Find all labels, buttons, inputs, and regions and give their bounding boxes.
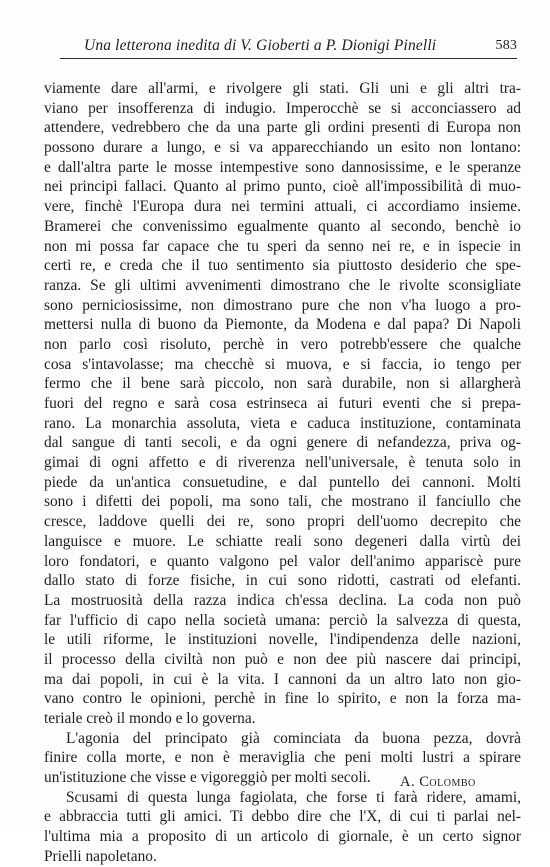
text-line: far l'ufficio di capo nella società umana: perciò la salvezza di questa, — [44, 611, 521, 629]
text-line: e abbraccia tutti gli amici. Ti debbo dire che l'X, di cui ti parlai nel- — [44, 808, 521, 826]
text-line: L'agonia del principato già cominciata da buona pezza, dovrà — [66, 729, 521, 747]
page-number: 583 — [495, 38, 517, 53]
running-head — [60, 36, 517, 59]
text-line: La mostruosità della razza indica ch'essa declina. La coda non può — [44, 591, 521, 609]
text-line: Prielli napoletano. — [44, 847, 157, 865]
text-line: fuori del regno e sarà cosa estrinseca ai futuri eventi che si prepa- — [44, 395, 521, 412]
text-line: ranza. Se gli ultimi avvenimenti dimostrano che le rivolte sconsigliate — [44, 276, 521, 294]
signature-surname: Colombo — [419, 774, 476, 790]
text-line: certi re, e creda che il tuo sentimento sia piuttosto desiderio che spe- — [44, 257, 521, 275]
text-line: il processo della civiltà non può e non dee più nascere dai principi, — [44, 650, 521, 668]
text-line: Bramerei che convenissimo egualmente quanto al secondo, benchè io — [44, 217, 521, 235]
text-line: vano contro le opinioni, perchè in fine lo spirito, e non la forza ma- — [44, 690, 521, 708]
text-line: dal sangue di tanti secoli, e da ogni genere di nefandezza, priva og- — [44, 434, 521, 452]
text-line: non parlo così risoluto, perchè in vero potrebb'essere che qualche — [44, 335, 521, 353]
text-line: vere, finchè l'Europa dura nei termini attuali, ci accordiamo insieme. — [44, 198, 521, 216]
text-line: gimai di ogni affetto e di riverenza nell'universale, è tenuta solo in — [44, 454, 521, 472]
text-line: teriale creò il mondo e lo governa. — [44, 710, 256, 727]
text-line: non mi possa far capace che tu speri da senno nei re, e in ispecie in — [44, 237, 521, 255]
text-line: sono i difetti dei popoli, ma sono tali, che mostrano il fanciullo che — [44, 493, 521, 511]
text-line: languisce e muore. Le schiatte reali sono degeneri dalla virtù dei — [44, 532, 521, 550]
text-line: cresce, laddove quelli dei re, sono propri dell'uomo decrepito che — [44, 513, 521, 531]
text-line: e dall'altra parte le mosse intempestive sono dannosissime, e le speranze — [44, 158, 521, 176]
text-line: rano. La monarchia assoluta, vieta e caduca instituzione, contaminata — [44, 414, 521, 432]
text-line: un'istituzione che visse e vigoreggiò per molti secoli. — [44, 769, 371, 787]
text-line: l'ultima mia a proposito di un articolo di giornale, è un certo signor — [44, 828, 521, 846]
text-line: nei principi fallaci. Quanto al primo punto, cioè all'impossibilità di muo- — [44, 178, 521, 196]
text-line: fermo che il bene sarà piccolo, non sarà durabile, non si allargherà — [44, 375, 521, 393]
signature — [400, 774, 476, 791]
running-head-title: Una letterona inedita di V. Gioberti a P. Dionigi Pinelli — [84, 37, 437, 54]
text-line: piede da un'antica consuetudine, e dal puntello dei cannoni. Molti — [44, 473, 521, 491]
text-line: possono durare a lungo, e si va apparecchiando un esito non lontano: — [44, 139, 521, 157]
text-line: viano per insofferenza di indugio. Imperocchè se si acconciassero ad — [44, 99, 521, 117]
text-line: sono perniciosissime, non dimostrano pure che non v'ha luogo a pro- — [44, 296, 521, 314]
text-line: dallo stato di forze fisiche, in cui sono ridotti, castrati od elefanti. — [44, 572, 521, 590]
text-line: viamente dare all'armi, e rivolgere gli stati. Gli uni e gli altri tra- — [44, 80, 521, 97]
text-line: mettersi nulla di buono da Piemonte, da Modena e dal papa? Di Napoli — [44, 316, 521, 334]
text-line: loro fondatori, e quanto valgono pel valor dell'animo appariscè pure — [44, 552, 521, 570]
text-line: cosa s'intavolasse; ma checchè si muova, e si faccia, io tengo per — [44, 355, 521, 373]
text-line: ma dai popoli, in cui è la vita. I cannoni da un altro lato non gio- — [44, 670, 521, 688]
text-line: Scusami di questa lunga fagiolata, che forse ti farà ridere, amami, — [66, 788, 521, 806]
text-line: finire colla morte, e non è meraviglia che peni molti lustri a spirare — [44, 749, 521, 767]
body-text — [44, 79, 521, 867]
signature-initial: A. — [400, 774, 416, 790]
text-line: le utili riforme, le instituzioni novelle, l'indipendenza delle nazioni, — [44, 631, 521, 649]
text-line: attendere, vedrebbero che da una parte gli ordini presenti di Europa non — [44, 119, 521, 137]
